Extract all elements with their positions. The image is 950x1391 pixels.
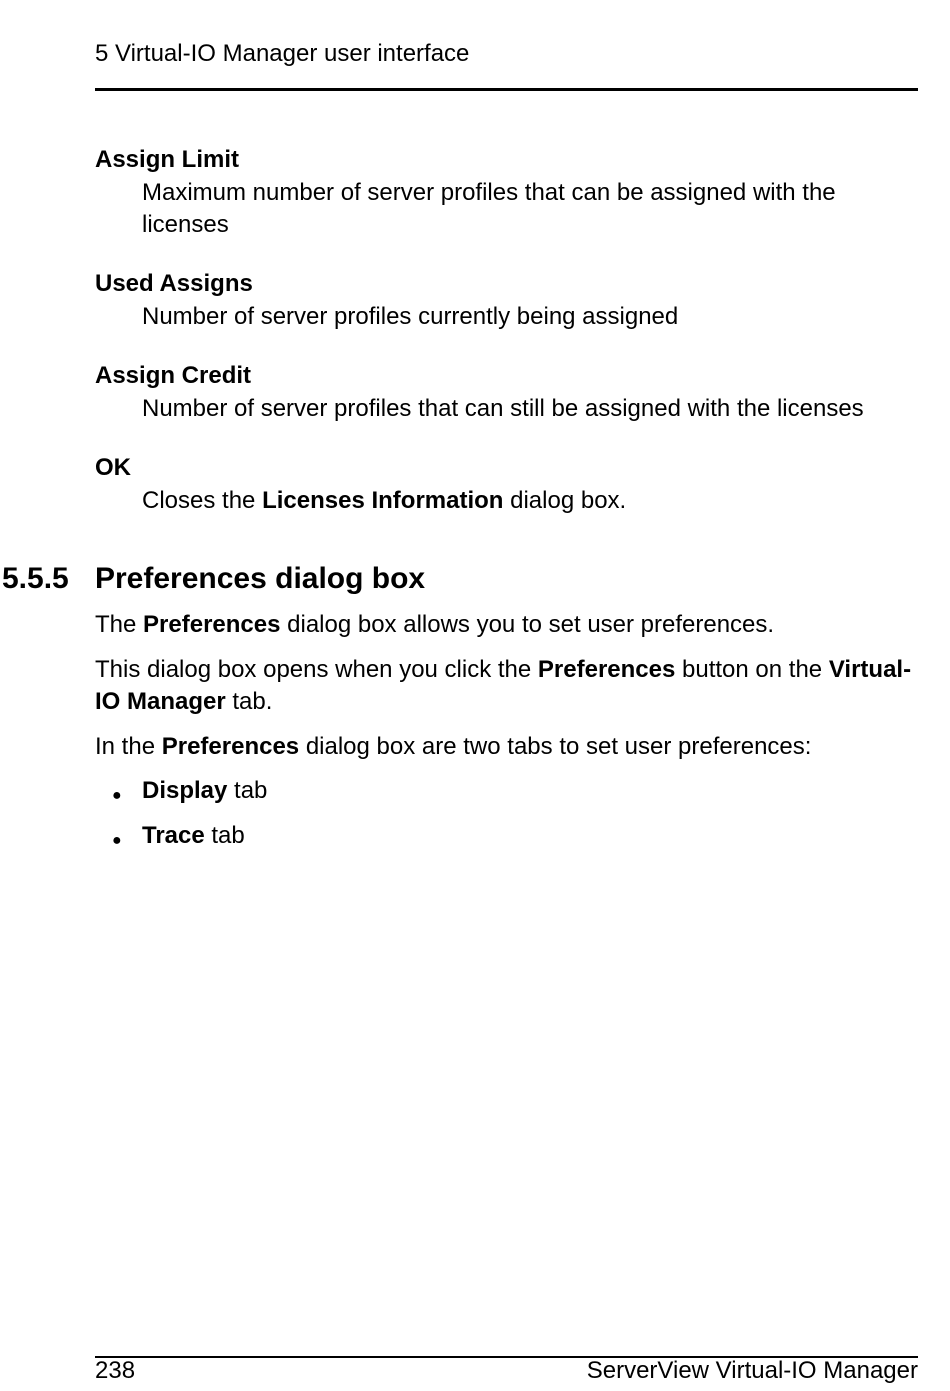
header-rule <box>95 88 918 91</box>
p3-pre: In the <box>95 733 162 760</box>
paragraph-1 <box>95 609 925 641</box>
p2-post: tab. <box>225 688 273 715</box>
page-number: 238 <box>95 1357 136 1384</box>
p2-bold1: Preferences <box>537 656 676 683</box>
desc-ok-bold: Licenses Information <box>262 487 504 514</box>
p3-bold: Preferences <box>161 733 300 760</box>
bullet-display <box>142 777 267 805</box>
term-ok: OK <box>95 454 131 481</box>
desc-ok-pre: Closes the <box>142 487 263 514</box>
p2-bold2: Virtual-IO Manager <box>95 656 912 715</box>
term-assign-limit: Assign Limit <box>95 146 240 173</box>
paragraph-3 <box>95 731 925 763</box>
bullet-display-text: tab <box>227 777 268 804</box>
bullet-dot-icon: ● <box>112 832 122 849</box>
term-assign-credit: Assign Credit <box>95 362 252 389</box>
section-number: 5.5.5 <box>2 562 69 595</box>
p2-pre: This dialog box opens when you click the <box>95 656 538 683</box>
bullet-trace <box>142 822 245 850</box>
p1-bold: Preferences <box>143 611 281 638</box>
bullet-trace-text: tab <box>204 822 245 849</box>
desc-ok-post: dialog box. <box>503 487 627 514</box>
paragraph-2 <box>95 654 925 718</box>
running-head: 5 Virtual-IO Manager user interface <box>95 40 470 67</box>
desc-ok <box>142 485 882 517</box>
bullet-display-bold: Display <box>142 777 228 804</box>
section-title: Preferences dialog box <box>95 562 426 595</box>
footer-doc-title: ServerView Virtual-IO Manager <box>586 1357 918 1384</box>
bullet-trace-bold: Trace <box>142 822 205 849</box>
bullet-dot-icon: ● <box>112 787 122 804</box>
p1-pre: The <box>95 611 144 638</box>
p3-post: dialog box are two tabs to set user preferences: <box>299 733 812 760</box>
desc-assign-limit: Maximum number of server profiles that can be assigned with the licenses <box>142 179 836 238</box>
term-used-assigns: Used Assigns <box>95 270 253 297</box>
desc-used-assigns: Number of server profiles currently being assigned <box>142 303 679 330</box>
p2-mid: button on the <box>675 656 829 683</box>
p1-post: dialog box allows you to set user preferences. <box>280 611 775 638</box>
desc-assign-credit: Number of server profiles that can still be assigned with the licenses <box>142 395 864 422</box>
